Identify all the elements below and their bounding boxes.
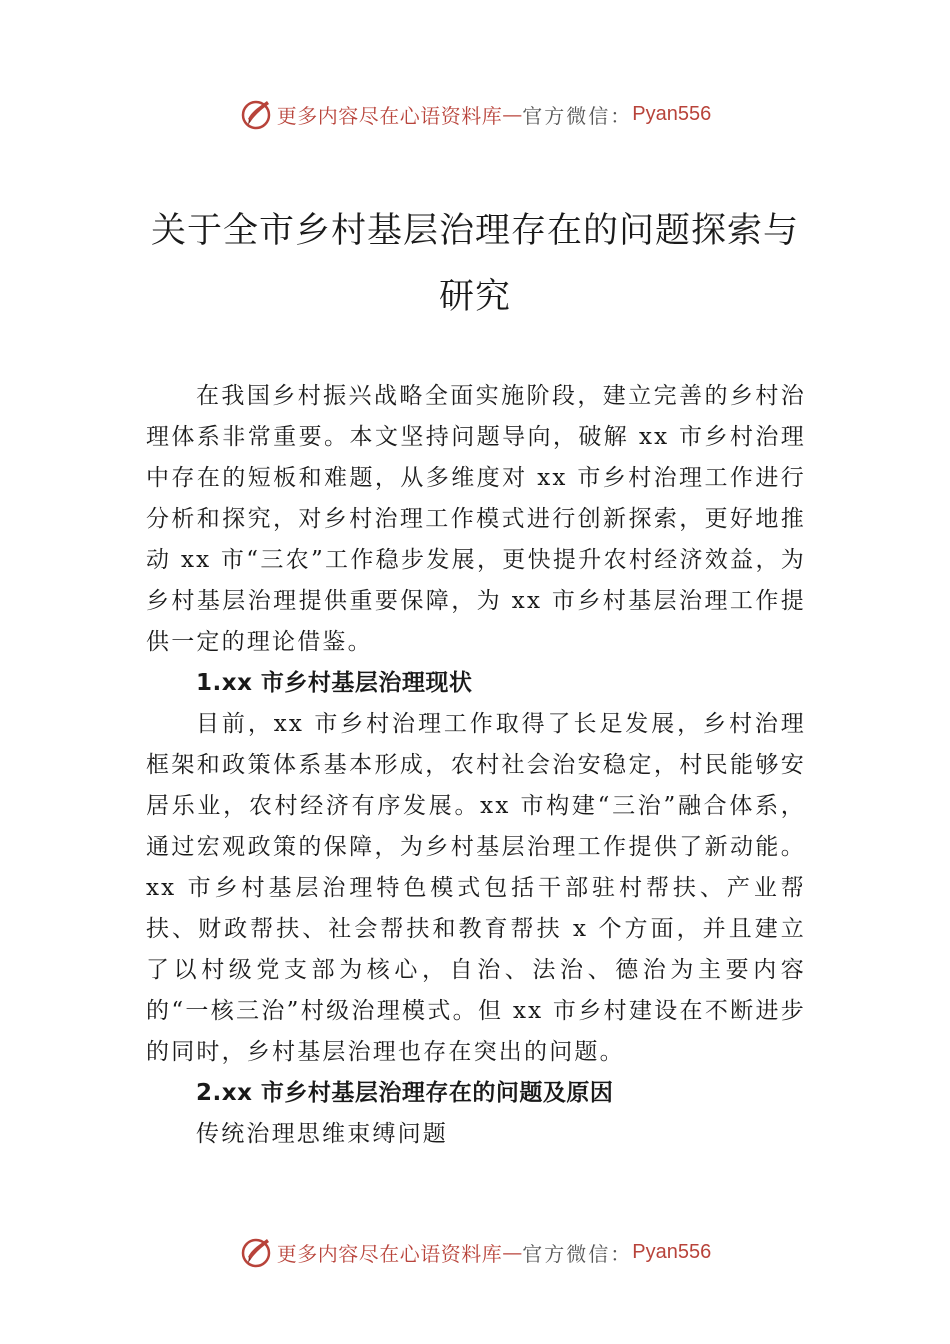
watermark-banner-bottom: [0, 1232, 950, 1272]
watermark-main-text: 更多内容尽在心语资料库: [276, 103, 503, 128]
pen-logo-icon: [239, 1235, 273, 1269]
subheading: 传统治理思维束缚问题: [196, 1121, 448, 1147]
intro-paragraph: 在我国乡村振兴战略全面实施阶段，建立完善的乡村治理体系非常重要。本文坚持问题导向，破解 xx 市乡村治理中存在的短板和难题，从多维度对 xx 市乡村治理工作进行分析和探究，对乡村治理工作模式进行创新探索，更好地推动 xx 市“三农”工作稳步发展，更快提升农村经济效益，为乡村基层治理提供重要保障，为 xx 市乡村基层治理工作提供一定的理论借鉴。: [146, 383, 806, 655]
section-1-paragraph: 目前，xx 市乡村治理工作取得了长足发展，乡村治理框架和政策体系基本形成，农村社会治安稳定，村民能够安居乐业，农村经济有序发展。xx 市构建“三治”融合体系，通过宏观政策的保障，为乡村基层治理工作提供了新动能。xx 市乡村基层治理特色模式包括干部驻村帮扶、产业帮扶、财政帮扶、社会帮扶和教育帮扶 x 个方面，并且建立了以村级党支部为核心，自治、法治、德治为主要内容的“一核三治”村级治理模式。但 xx 市乡村建设在不断进步的同时，乡村基层治理也存在突出的问题。: [146, 711, 806, 1065]
watermark-label: 官方微信：: [522, 1241, 633, 1266]
document-body: [146, 376, 806, 1155]
watermark-banner-top: [0, 94, 950, 134]
watermark-main-text: 更多内容尽在心语资料库: [276, 1241, 503, 1266]
watermark-wechat-id: Pyan556: [632, 102, 712, 125]
section-heading-2: 2.xx 市乡村基层治理存在的问题及原因: [196, 1080, 614, 1106]
title-line-2: 研究: [438, 277, 511, 317]
title-line-1: 关于全市乡村基层治理存在的问题探索与: [150, 211, 799, 251]
watermark-dash: —: [502, 1240, 523, 1264]
section-heading-1: 1.xx 市乡村基层治理现状: [196, 670, 473, 696]
document-title: [145, 198, 805, 330]
watermark-wechat-id: Pyan556: [632, 1240, 712, 1263]
watermark-label: 官方微信：: [522, 103, 633, 128]
pen-logo-icon: [239, 97, 273, 131]
watermark-dash: —: [502, 102, 523, 126]
